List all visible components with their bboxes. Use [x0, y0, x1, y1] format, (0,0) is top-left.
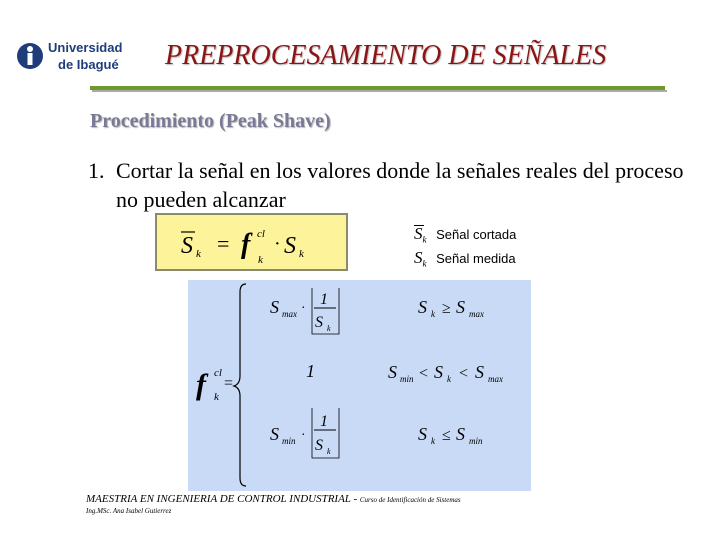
peak-shave-formula [157, 215, 346, 269]
piecewise-formula [188, 280, 531, 491]
row1-cond-smax: S [456, 297, 465, 317]
row2-lt1: < [419, 365, 429, 382]
logo-text-line1: Universidad [48, 40, 123, 55]
left-brace [234, 284, 246, 486]
piecewise-equals: = [224, 375, 234, 392]
title-divider-shadow [92, 90, 667, 92]
piecewise-definition-panel [188, 280, 531, 491]
formula-sup-cl: cl [257, 228, 265, 240]
formula-s: S [284, 233, 296, 259]
row3-s: S [270, 424, 279, 444]
slide-title: PREPROCESAMIENTO DE SEÑALES [165, 40, 607, 71]
row2-min: min [400, 374, 414, 384]
row2-lt2: < [459, 365, 469, 382]
row1-den-k: k [327, 324, 331, 333]
footer-course: Curso de Identificación de Sistemas [359, 496, 461, 504]
university-logo [16, 38, 134, 78]
legend-measured-signal [414, 248, 516, 269]
row1-one: 1 [320, 291, 328, 308]
formula-equals: = [217, 231, 230, 256]
row1-max: max [282, 309, 297, 319]
formula-s-bar: S [181, 233, 193, 259]
formula-sub-k2: k [258, 254, 263, 266]
row1-cond-s: S [418, 297, 427, 317]
legend-symbol-s: S [414, 248, 423, 267]
formula-f: f [241, 229, 251, 260]
step-item [88, 156, 688, 214]
step-text: Cortar la señal en los valores donde la señales reales del proceso no pueden alcanzar [116, 158, 684, 212]
legend-symbol-s-bar: S [414, 224, 423, 243]
piecewise-sup-cl: cl [214, 367, 222, 379]
formula-sub-k3: k [299, 248, 304, 260]
logo-mark-icon [16, 40, 44, 74]
row2-max: max [488, 374, 503, 384]
legend-measured-label: Señal medida [436, 251, 516, 266]
row2-k: k [447, 374, 451, 384]
row3-dot: · [301, 428, 306, 443]
row3-den-k: k [327, 447, 331, 456]
row2-smin: S [388, 362, 397, 382]
row1-cond-max: max [469, 309, 484, 319]
section-subtitle: Procedimiento (Peak Shave) [90, 110, 331, 132]
footer-author: Ing.MSc. Ana Isabel Gutierrez [86, 507, 172, 515]
row2-sk: S [434, 362, 443, 382]
legend-cut-label: Señal cortada [436, 227, 517, 242]
row2-smax: S [475, 362, 484, 382]
step-number: 1. [88, 158, 105, 183]
row3-den-s: S [315, 437, 323, 454]
peak-shave-formula-box [155, 213, 348, 271]
row1-s: S [270, 297, 279, 317]
row1-geq: ≥ [442, 300, 451, 317]
legend-sub-k: k [422, 234, 427, 245]
footer-program-text: MAESTRIA EN INGENIERIA DE CONTROL INDUSTRIAL - [86, 493, 358, 505]
row1-dot: · [301, 301, 306, 316]
row3-cond-k: k [431, 436, 435, 446]
legend-cut-signal [414, 224, 516, 245]
row3-min: min [282, 436, 296, 446]
row3-cond-s: S [418, 424, 427, 444]
row2-one: 1 [306, 361, 315, 381]
footer-program [86, 493, 461, 505]
row3-cond-min: min [469, 436, 483, 446]
piecewise-sub-k: k [214, 391, 219, 403]
formula-sub-k1: k [196, 248, 201, 260]
legend-sub-k2: k [422, 258, 427, 269]
piecewise-f: f [196, 368, 206, 401]
row1-den-s: S [315, 314, 323, 331]
row3-leq: ≤ [442, 427, 451, 444]
row3-cond-smin: S [456, 424, 465, 444]
logo-text-line2: de Ibagué [58, 57, 119, 72]
row1-cond-k: k [431, 309, 435, 319]
row3-one: 1 [320, 413, 328, 430]
formula-dot: · [274, 233, 281, 255]
